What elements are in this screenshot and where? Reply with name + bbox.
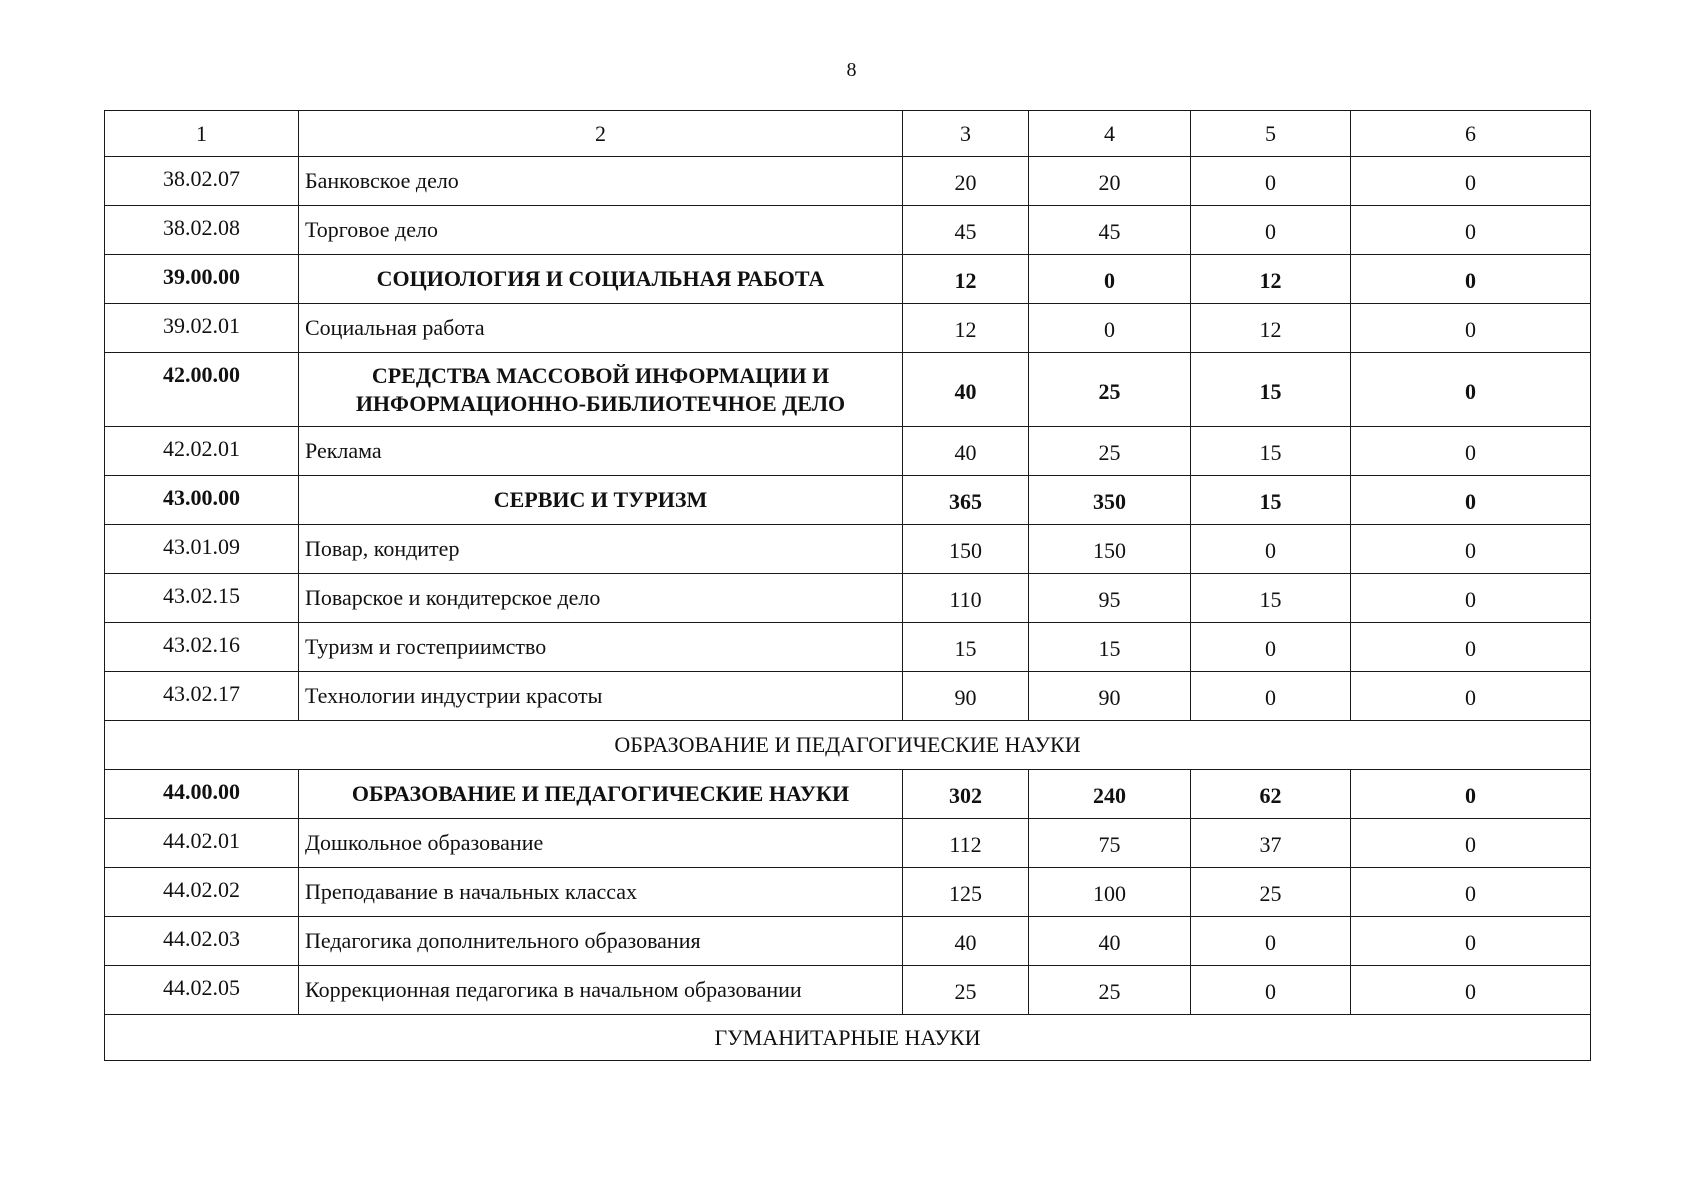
header-cell: 3 [903, 111, 1029, 157]
header-cell: 4 [1029, 111, 1191, 157]
col5-value: 12 [1191, 304, 1351, 353]
specialty-name: Преподавание в начальных классах [299, 868, 903, 917]
col3-value: 12 [903, 255, 1029, 304]
col4-value: 0 [1029, 255, 1191, 304]
col4-value: 25 [1029, 427, 1191, 476]
table-row [105, 623, 1591, 672]
specialty-code: 43.02.16 [105, 623, 299, 672]
table-row [105, 206, 1591, 255]
specialty-code: 43.02.15 [105, 574, 299, 623]
col4-value: 75 [1029, 819, 1191, 868]
col5-value: 15 [1191, 427, 1351, 476]
col3-value: 112 [903, 819, 1029, 868]
table-row [105, 157, 1591, 206]
table-row [105, 525, 1591, 574]
col3-value: 20 [903, 157, 1029, 206]
group-code: 44.00.00 [105, 770, 299, 819]
col3-value: 25 [903, 966, 1029, 1015]
table-row [105, 672, 1591, 721]
col6-value: 0 [1351, 206, 1591, 255]
group-name: ОБРАЗОВАНИЕ И ПЕДАГОГИЧЕСКИЕ НАУКИ [299, 770, 903, 819]
col6-value: 0 [1351, 525, 1591, 574]
group-code: 42.00.00 [105, 353, 299, 427]
col4-value: 15 [1029, 623, 1191, 672]
group-row [105, 255, 1591, 304]
specialty-code: 43.01.09 [105, 525, 299, 574]
header-cell: 2 [299, 111, 903, 157]
admission-table [104, 110, 1591, 1061]
specialty-name: Повар, кондитер [299, 525, 903, 574]
specialty-code: 44.02.03 [105, 917, 299, 966]
table-row [105, 966, 1591, 1015]
col6-value: 0 [1351, 672, 1591, 721]
col4-value: 0 [1029, 304, 1191, 353]
group-code: 43.00.00 [105, 476, 299, 525]
header-cell: 1 [105, 111, 299, 157]
col5-value: 0 [1191, 672, 1351, 721]
specialty-code: 39.02.01 [105, 304, 299, 353]
col3-value: 40 [903, 917, 1029, 966]
specialty-name: Технологии индустрии красоты [299, 672, 903, 721]
specialty-name: Торговое дело [299, 206, 903, 255]
col4-value: 95 [1029, 574, 1191, 623]
col5-value: 0 [1191, 525, 1351, 574]
col5-value: 25 [1191, 868, 1351, 917]
specialty-name: Туризм и гостеприимство [299, 623, 903, 672]
col6-value: 0 [1351, 255, 1591, 304]
col6-value: 0 [1351, 427, 1591, 476]
group-row [105, 770, 1591, 819]
specialty-code: 44.02.02 [105, 868, 299, 917]
section-title: ОБРАЗОВАНИЕ И ПЕДАГОГИЧЕСКИЕ НАУКИ [105, 721, 1591, 770]
group-row [105, 353, 1591, 427]
specialty-code: 43.02.17 [105, 672, 299, 721]
col3-value: 12 [903, 304, 1029, 353]
specialty-name: Социальная работа [299, 304, 903, 353]
table-row [105, 574, 1591, 623]
col5-value: 37 [1191, 819, 1351, 868]
group-name-line: СРЕДСТВА МАССОВОЙ ИНФОРМАЦИИ И [371, 362, 830, 388]
col3-value: 40 [903, 427, 1029, 476]
table-row [105, 868, 1591, 917]
col6-value: 0 [1351, 819, 1591, 868]
section-title: ГУМАНИТАРНЫЕ НАУКИ [105, 1015, 1591, 1061]
col5-value: 0 [1191, 157, 1351, 206]
col3-value: 40 [903, 353, 1029, 427]
col5-value: 15 [1191, 476, 1351, 525]
col3-value: 45 [903, 206, 1029, 255]
col4-value: 150 [1029, 525, 1191, 574]
col6-value: 0 [1351, 476, 1591, 525]
col6-value: 0 [1351, 868, 1591, 917]
col4-value: 240 [1029, 770, 1191, 819]
col3-value: 302 [903, 770, 1029, 819]
specialty-name: Дошкольное образование [299, 819, 903, 868]
col3-value: 90 [903, 672, 1029, 721]
col6-value: 0 [1351, 353, 1591, 427]
specialty-code: 44.02.05 [105, 966, 299, 1015]
header-row [105, 111, 1591, 157]
page-number: 8 [846, 59, 857, 81]
col3-value: 365 [903, 476, 1029, 525]
header-cell: 6 [1351, 111, 1591, 157]
group-name: СЕРВИС И ТУРИЗМ [299, 476, 903, 525]
col3-value: 150 [903, 525, 1029, 574]
col4-value: 25 [1029, 966, 1191, 1015]
col5-value: 12 [1191, 255, 1351, 304]
col3-value: 15 [903, 623, 1029, 672]
group-name [299, 353, 903, 427]
col3-value: 125 [903, 868, 1029, 917]
col4-value: 40 [1029, 917, 1191, 966]
col4-value: 25 [1029, 353, 1191, 427]
col5-value: 0 [1191, 917, 1351, 966]
col4-value: 20 [1029, 157, 1191, 206]
col6-value: 0 [1351, 157, 1591, 206]
specialty-name: Банковское дело [299, 157, 903, 206]
group-name: СОЦИОЛОГИЯ И СОЦИАЛЬНАЯ РАБОТА [299, 255, 903, 304]
specialty-code: 38.02.07 [105, 157, 299, 206]
specialty-name: Педагогика дополнительного образования [299, 917, 903, 966]
table-row [105, 427, 1591, 476]
col5-value: 15 [1191, 353, 1351, 427]
col5-value: 62 [1191, 770, 1351, 819]
group-code: 39.00.00 [105, 255, 299, 304]
table-row [105, 304, 1591, 353]
section-row [105, 1015, 1591, 1061]
col5-value: 15 [1191, 574, 1351, 623]
header-cell: 5 [1191, 111, 1351, 157]
col4-value: 350 [1029, 476, 1191, 525]
col6-value: 0 [1351, 304, 1591, 353]
col5-value: 0 [1191, 966, 1351, 1015]
group-row [105, 476, 1591, 525]
col6-value: 0 [1351, 966, 1591, 1015]
specialty-name: Реклама [299, 427, 903, 476]
specialty-name: Поварское и кондитерское дело [299, 574, 903, 623]
col6-value: 0 [1351, 623, 1591, 672]
col6-value: 0 [1351, 917, 1591, 966]
specialty-code: 42.02.01 [105, 427, 299, 476]
table-row [105, 917, 1591, 966]
specialty-code: 44.02.01 [105, 819, 299, 868]
col6-value: 0 [1351, 574, 1591, 623]
col4-value: 100 [1029, 868, 1191, 917]
table-row [105, 819, 1591, 868]
group-name-line: ИНФОРМАЦИОННО-БИБЛИОТЕЧНОЕ ДЕЛО [355, 390, 846, 416]
specialty-code: 38.02.08 [105, 206, 299, 255]
section-row [105, 721, 1591, 770]
col4-value: 90 [1029, 672, 1191, 721]
specialty-name: Коррекционная педагогика в начальном образовании [299, 966, 903, 1015]
col5-value: 0 [1191, 206, 1351, 255]
col6-value: 0 [1351, 770, 1591, 819]
col4-value: 45 [1029, 206, 1191, 255]
col5-value: 0 [1191, 623, 1351, 672]
col3-value: 110 [903, 574, 1029, 623]
